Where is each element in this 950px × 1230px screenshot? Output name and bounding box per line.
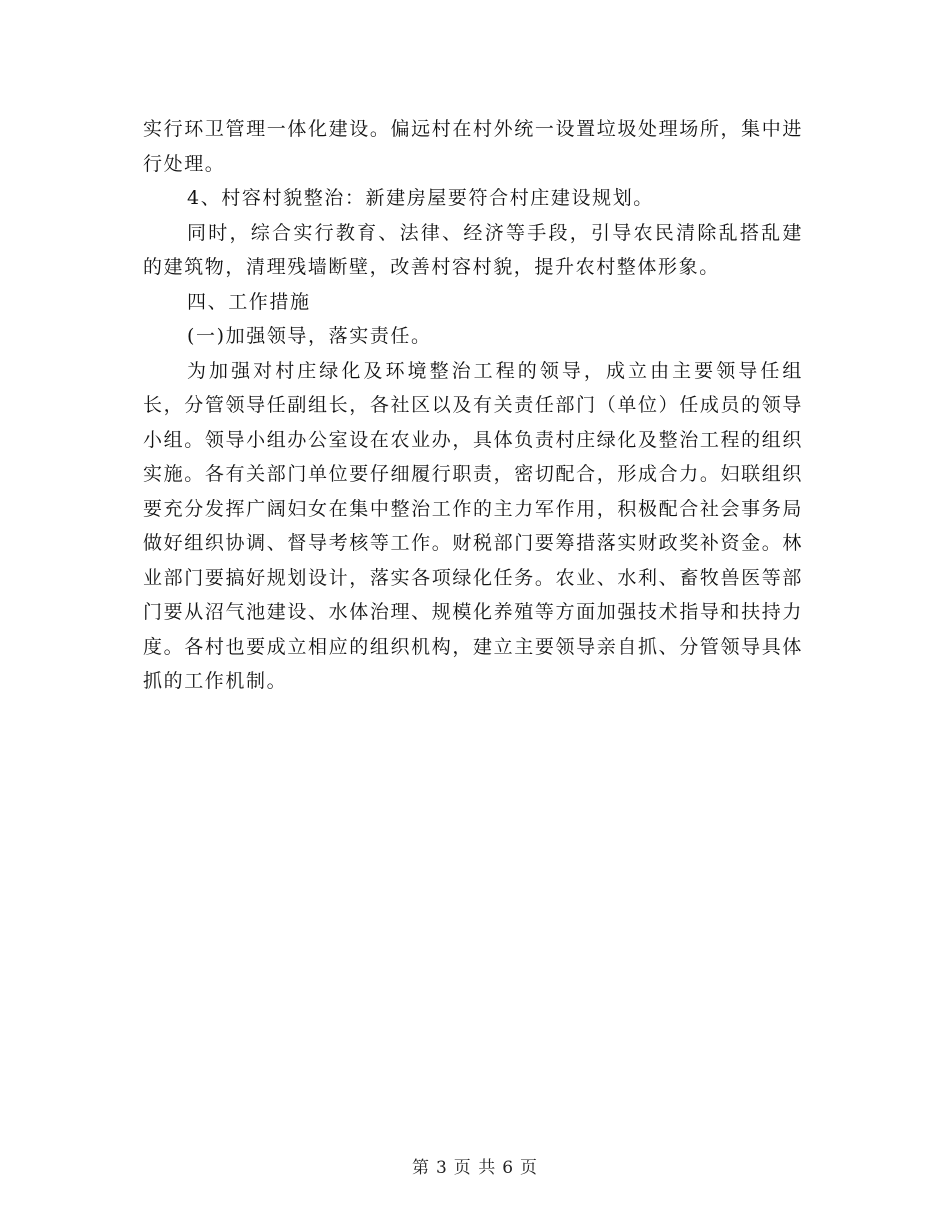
- paragraph: 同时，综合实行教育、法律、经济等手段，引导农民清除乱搭乱建的建筑物，清理残墙断壁，改善村容村貌，提升农村整体形象。: [143, 221, 803, 278]
- paragraph: 4、村容村貌整治：新建房屋要符合村庄建设规划。: [187, 187, 654, 209]
- section-heading: 四、工作措施: [187, 290, 311, 313]
- page-footer: [0, 1153, 950, 1178]
- paragraph: 为加强对村庄绿化及环境整治工程的领导，成立由主要领导任组长，分管领导任副组长，各社区以及有关责任部门（单位）任成员的领导小组。领导小组办公室设在农业办，具体负责村庄绿化及整治工程的组织实施。各有关部门单位要仔细履行职责，密切配合，形成合力。妇联组织要充分发挥广阔妇女在集中整治工作的主力军作用，积极配合社会事务局做好组织协调、督导考核等工作。财税部门要筹措落实财政奖补资金。林业部门要搞好规划设计，落实各项绿化任务。农业、水利、畜牧兽医等部门要从沼气池建设、水体治理、规模化养殖等方面加强技术指导和扶持力度。各村也要成立相应的组织机构，建立主要领导亲自抓、分管领导具体抓的工作机制。: [143, 359, 803, 692]
- footer-prefix: 第: [411, 1158, 430, 1178]
- subsection-heading: (一)加强领导，落实责任。: [187, 325, 432, 347]
- footer-suffix: 页: [520, 1158, 539, 1178]
- document-body: [143, 112, 803, 699]
- footer-current-page: 3: [435, 1158, 448, 1178]
- footer-total-pages: 6: [502, 1158, 515, 1178]
- paragraph: 实行环卫管理一体化建设。偏远村在村外统一设置垃圾处理场所，集中进行处理。: [143, 118, 803, 175]
- footer-middle: 页 共: [453, 1158, 497, 1178]
